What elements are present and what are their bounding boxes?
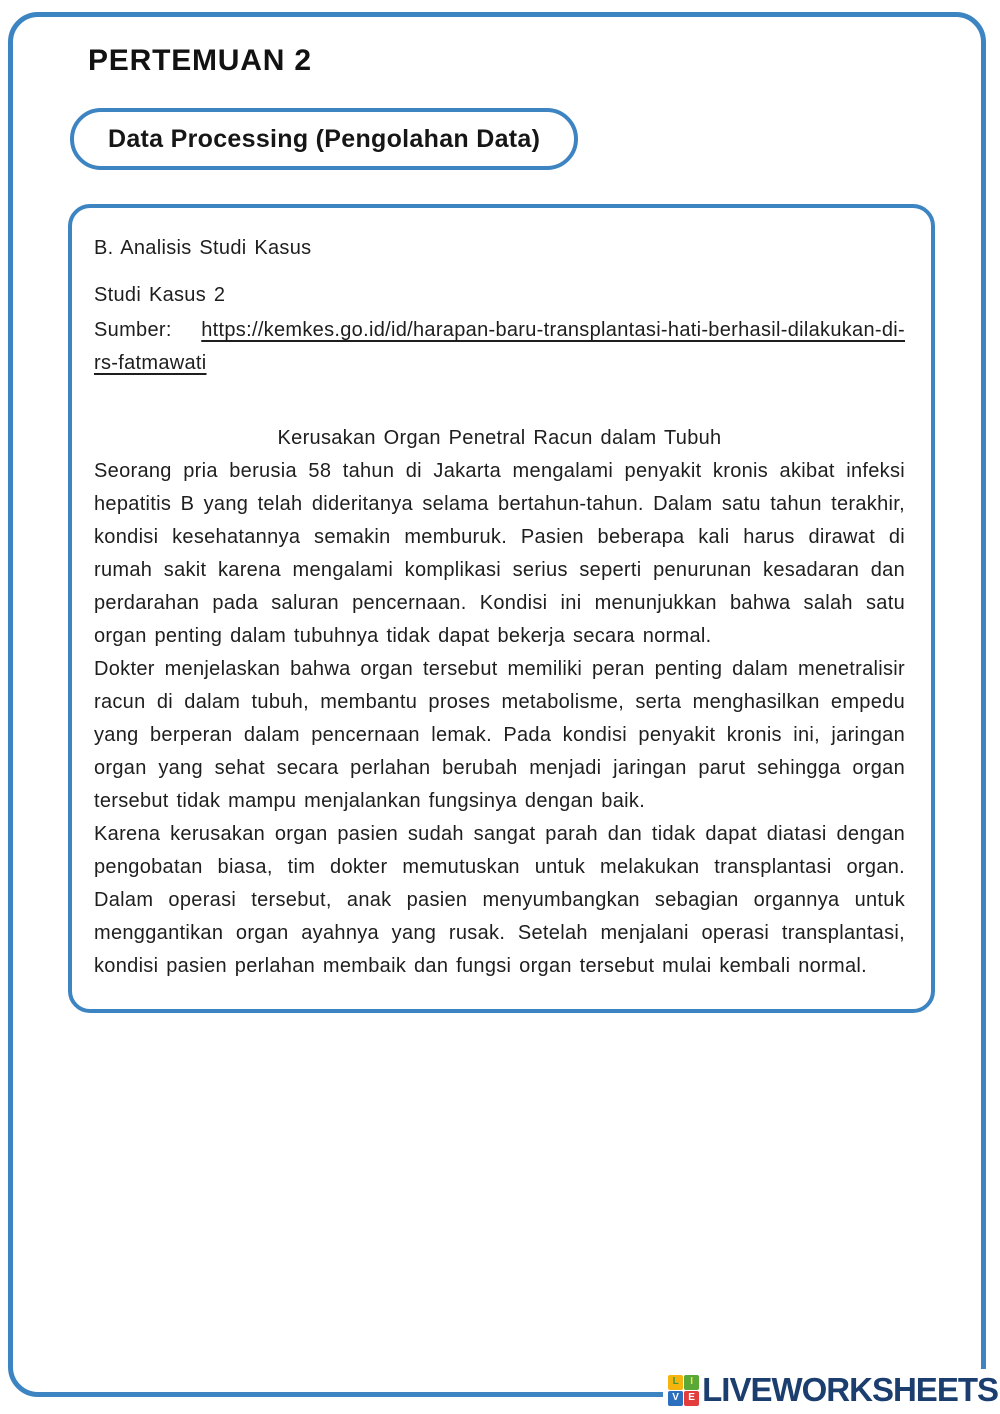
source-link[interactable]: https://kemkes.go.id/id/harapan-baru-transplantasi-hati-berhasil-dilakukan-di-rs-fatmawati [94,319,905,374]
liveworksheets-logo [663,1369,998,1411]
source-label: Sumber: [94,319,172,341]
paragraph-1: Seorang pria berusia 58 tahun di Jakarta mengalami penyakit kronis akibat infeksi hepatitis B yang telah dideritanya selama bertahun-tahun. Dalam satu tahun terakhir, kondisi kesehatannya semakin memburuk. Pasien beberapa kali harus dirawat di rumah sakit karena mengalami komplikasi serius seperti penurunan kesadaran dan perdarahan pada saluran pencernaan. Kondisi ini menunjukkan bahwa salah satu organ penting dalam tubuhnya tidak dapat bekerja secara normal. [94,460,905,647]
section-label: B. Analisis Studi Kasus [94,237,312,259]
source-line [94,314,905,380]
tile-letter-e: E [684,1391,699,1406]
topic-pill-label: Data Processing (Pengolahan Data) [108,124,541,153]
tile-letter-l: L [668,1375,683,1390]
tile-letter-i: I [684,1375,699,1390]
tile-letter-v: V [668,1391,683,1406]
liveworksheets-wordmark: LIVEWORKSHEETS [702,1371,998,1408]
topic-pill [70,108,578,170]
case-study-box [68,204,935,1013]
paragraph-2: Dokter menjelaskan bahwa organ tersebut memiliki peran penting dalam menetralisir racun di dalam tubuh, membantu proses metabolisme, serta menghasilkan empedu yang berperan dalam pencernaan lemak. Pada kondisi penyakit kronis ini, jaringan organ yang sehat secara perlahan berubah menjadi jaringan parut sehingga organ tersebut tidak mampu menjalankan fungsinya dengan baik. [94,658,905,812]
case-study-label: Studi Kasus 2 [94,284,226,306]
paragraph-3: Karena kerusakan organ pasien sudah sangat parah dan tidak dapat diatasi dengan pengobatan biasa, tim dokter memutuskan untuk melakukan transplantasi organ. Dalam operasi tersebut, anak pasien menyumbangkan sebagian organnya untuk menggantikan organ ayahnya yang rusak. Setelah menjalani operasi transplantasi, kondisi pasien perlahan membaik dan fungsi organ tersebut mulai kembali normal. [94,823,905,977]
liveworksheets-tiles-icon [668,1375,699,1406]
page-title: PERTEMUAN 2 [88,44,312,77]
article-title: Kerusakan Organ Penetral Racun dalam Tubuh [277,427,722,449]
